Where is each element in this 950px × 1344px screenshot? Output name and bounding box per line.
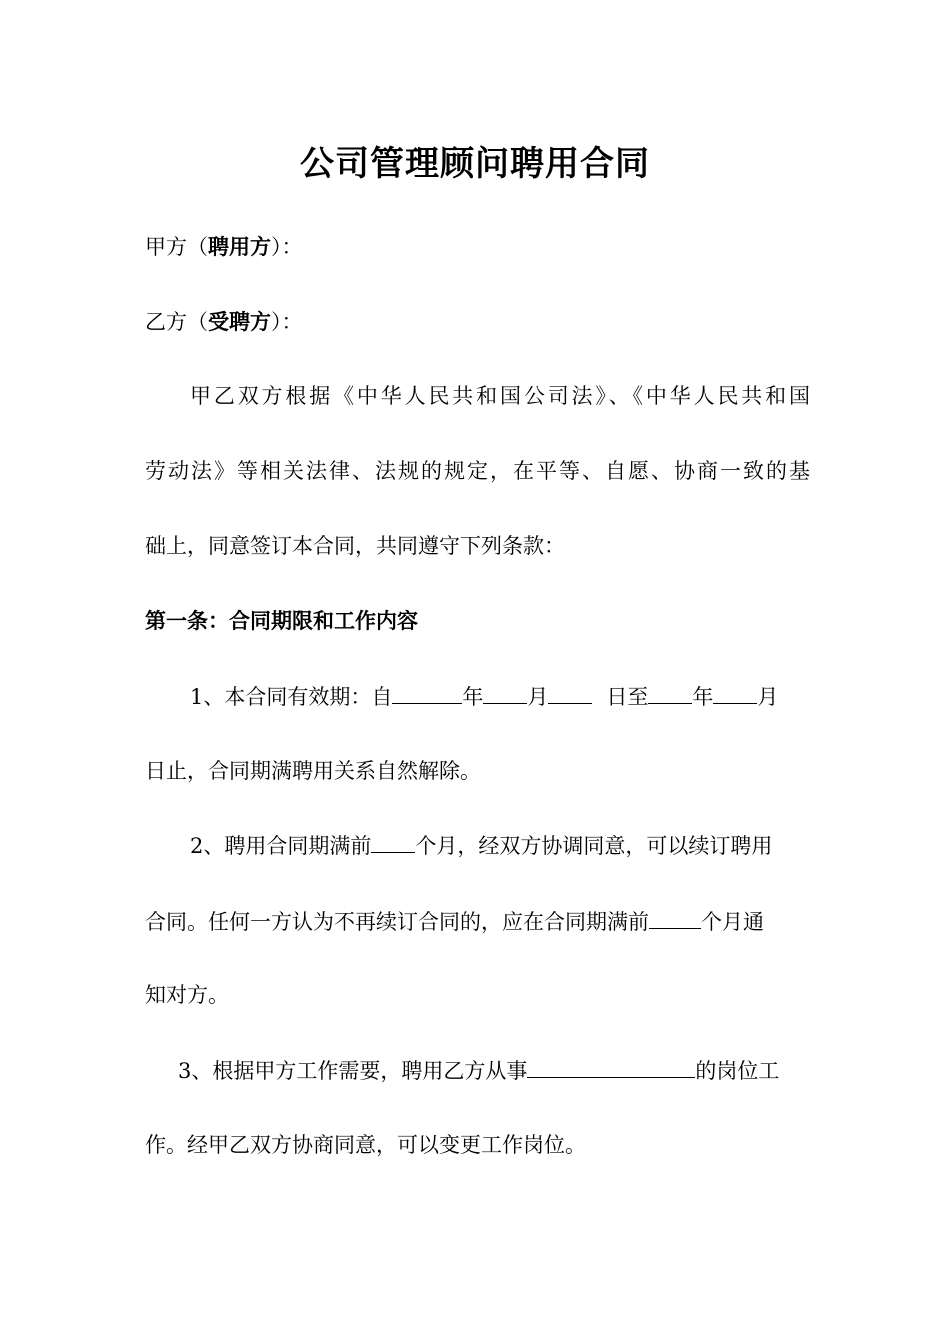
clause-1-year2-label: 年 <box>692 685 714 709</box>
party-a-line <box>145 232 810 262</box>
clause-3-text-a: 3、根据甲方工作需要，聘用乙方从事 <box>178 1059 528 1083</box>
clause-2-text-d: 个月通 <box>701 910 764 934</box>
party-b-suffix: ）： <box>271 310 303 334</box>
start-year-blank[interactable] <box>392 681 462 704</box>
party-a-suffix: ）： <box>271 235 303 259</box>
start-month-blank[interactable] <box>483 681 527 704</box>
article-1-heading: 第一条：合同期限和工作内容 <box>145 609 418 633</box>
clause-2-line-2 <box>145 906 810 937</box>
party-b-prefix: 乙方（ <box>145 310 208 334</box>
clause-2-line-1 <box>190 830 810 861</box>
party-a-prefix: 甲方（ <box>145 235 208 259</box>
preamble-line-1: 甲乙双方根据《中华人民共和国公司法》、《中华人民共和国 <box>190 384 810 408</box>
clause-1-month2-label: 月 <box>757 685 779 709</box>
party-b-line <box>145 307 810 337</box>
renewal-months-blank[interactable] <box>371 830 415 853</box>
party-b-role: 受聘方 <box>208 310 271 334</box>
notice-months-blank[interactable] <box>649 906 701 929</box>
clause-1-month-label: 月 <box>527 685 549 709</box>
clause-1-day-to-label: 日至 <box>606 685 649 709</box>
clause-3-line-2: 作。经甲乙双方协商同意，可以变更工作岗位。 <box>145 1133 586 1157</box>
start-day-blank[interactable] <box>548 681 592 704</box>
clause-2-text-b: 个月，经双方协调同意，可以续订聘用 <box>415 834 773 858</box>
preamble-line-2: 劳动法》等相关法律、法规的规定，在平等、自愿、协商一致的基 <box>145 459 810 483</box>
clause-3-text-b: 的岗位工 <box>695 1059 780 1083</box>
clause-3-line-1 <box>178 1055 810 1086</box>
party-a-role: 聘用方 <box>208 235 271 259</box>
document-title: 公司管理顾问聘用合同 <box>300 144 650 184</box>
clause-2-line-3: 知对方。 <box>145 983 229 1007</box>
clause-1-line-1 <box>190 681 810 712</box>
clause-1-text-a: 1、本合同有效期：自 <box>190 685 393 709</box>
end-month-blank[interactable] <box>713 681 757 704</box>
clause-2-text-a: 2、聘用合同期满前 <box>190 834 372 858</box>
clause-1-year-label: 年 <box>462 685 484 709</box>
position-blank[interactable] <box>527 1055 695 1078</box>
end-year-blank[interactable] <box>648 681 692 704</box>
clause-2-text-c: 合同。任何一方认为不再续订合同的，应在合同期满前 <box>145 910 649 934</box>
clause-1-line-2: 日止，合同期满聘用关系自然解除。 <box>145 759 481 783</box>
preamble-line-3: 础上，同意签订本合同，共同遵守下列条款： <box>145 534 565 558</box>
